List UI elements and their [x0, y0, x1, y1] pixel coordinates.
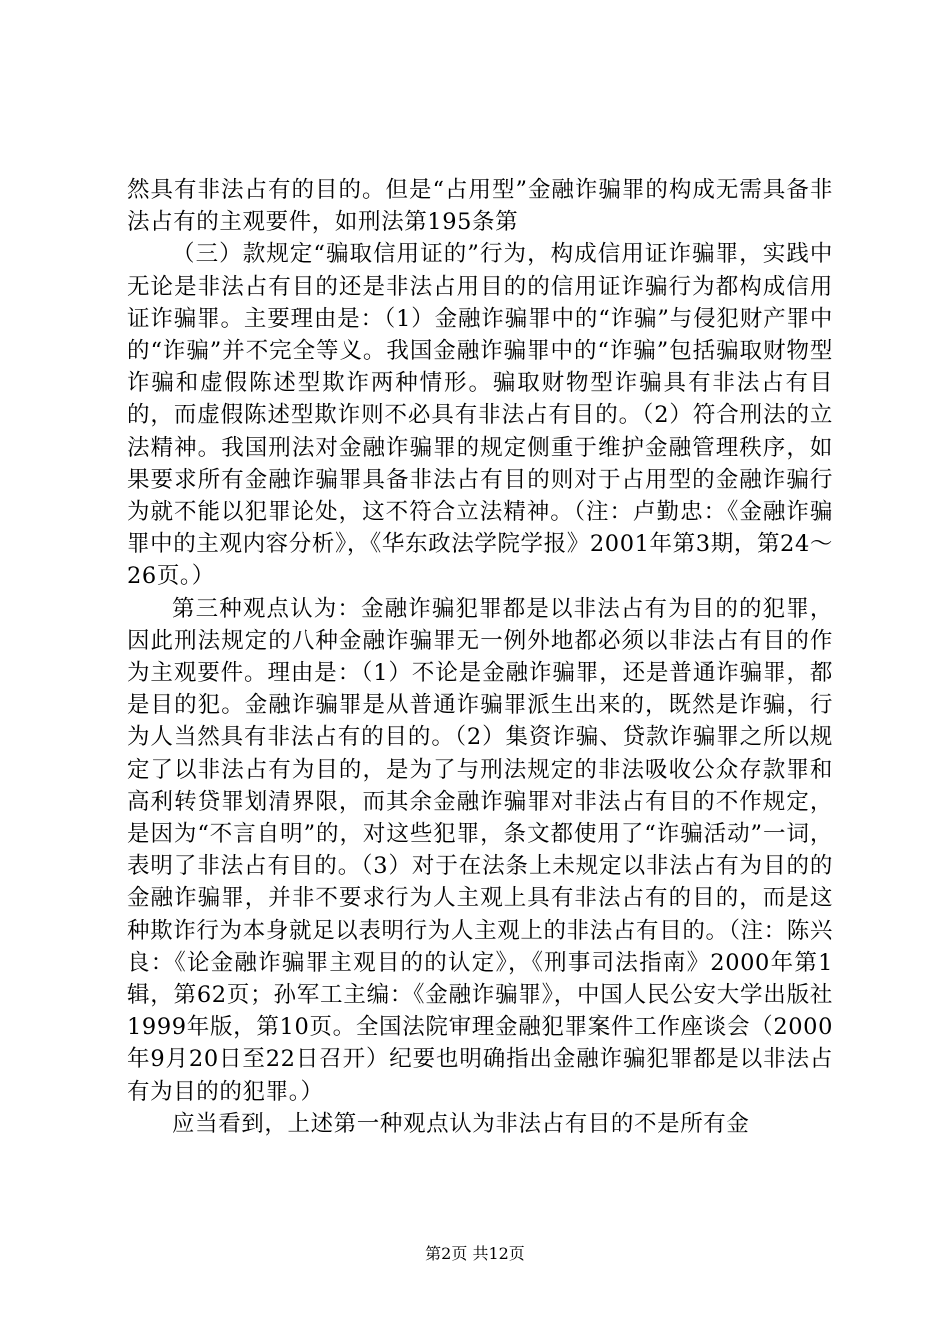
page-number-label: 第2页 共12页: [425, 1244, 525, 1263]
paragraph-3: 第三种观点认为：金融诈骗犯罪都是以非法占有为目的的犯罪，因此刑法规定的八种金融诈骗罪无一例外地都必须以非法占有目的作为主观要件。理由是：（1）不论是金融诈骗罪，还是普通诈骗罪，都是目的犯。金融诈骗罪是从普通诈骗罪派生出来的，既然是诈骗，行为人当然具有非法占有的目的。（2）集资诈骗、贷款诈骗罪之所以规定了以非法占有为目的，是为了与刑法规定的非法吸收公众存款罪和高利转贷罪划清界限，而其余金融诈骗罪对非法占有目的不作规定，是因为“不言自明”的，对这些犯罪，条文都使用了“诈骗活动”一词，表明了非法占有目的。（3）对于在法条上未规定以非法占有为目的的金融诈骗罪，并非不要求行为人主观上具有非法占有的目的，而是这种欺诈行为本身就足以表明行为人主观上的非法占有目的。（注：陈兴良：《论金融诈骗罪主观目的的认定》，《刑事司法指南》2000年第1辑，第62页；孙军工主编：《金融诈骗罪》，中国人民公安大学出版社1999年版，第10页。全国法院审理金融犯罪案件工作座谈会（2000年9月20日至22日召开）纪要也明确指出金融诈骗犯罪都是以非法占有为目的的犯罪。）: [127, 595, 833, 1105]
paragraph-2: （三）款规定“骗取信用证的”行为，构成信用证诈骗罪，实践中无论是非法占有目的还是非法占用目的的信用证诈骗行为都构成信用证诈骗罪。主要理由是：（1）金融诈骗罪中的“诈骗”与侵犯财产罪中的“诈骗”并不完全等义。我国金融诈骗罪中的“诈骗”包括骗取财物型诈骗和虚假陈述型欺诈两种情形。骗取财物型诈骗具有非法占有目的，而虚假陈述型欺诈则不必具有非法占有目的。（2）符合刑法的立法精神。我国刑法对金融诈骗罪的规定侧重于维护金融管理秩序，如果要求所有金融诈骗罪具备非法占有目的则对于占用型的金融诈骗行为就不能以犯罪论处，这不符合立法精神。（注：卢勤忠：《金融诈骗罪中的主观内容分析》，《华东政法学院学报》2001年第3期，第24～26页。）: [127, 241, 833, 590]
paragraph-1: 然具有非法占有的目的。但是“占用型”金融诈骗罪的构成无需具备非法占有的主观要件，如刑法第195条第: [127, 177, 833, 236]
document-body: [127, 174, 833, 1140]
paragraph-4: 应当看到，上述第一种观点认为非法占有目的不是所有金: [172, 1110, 750, 1137]
page-footer: [0, 1244, 950, 1264]
